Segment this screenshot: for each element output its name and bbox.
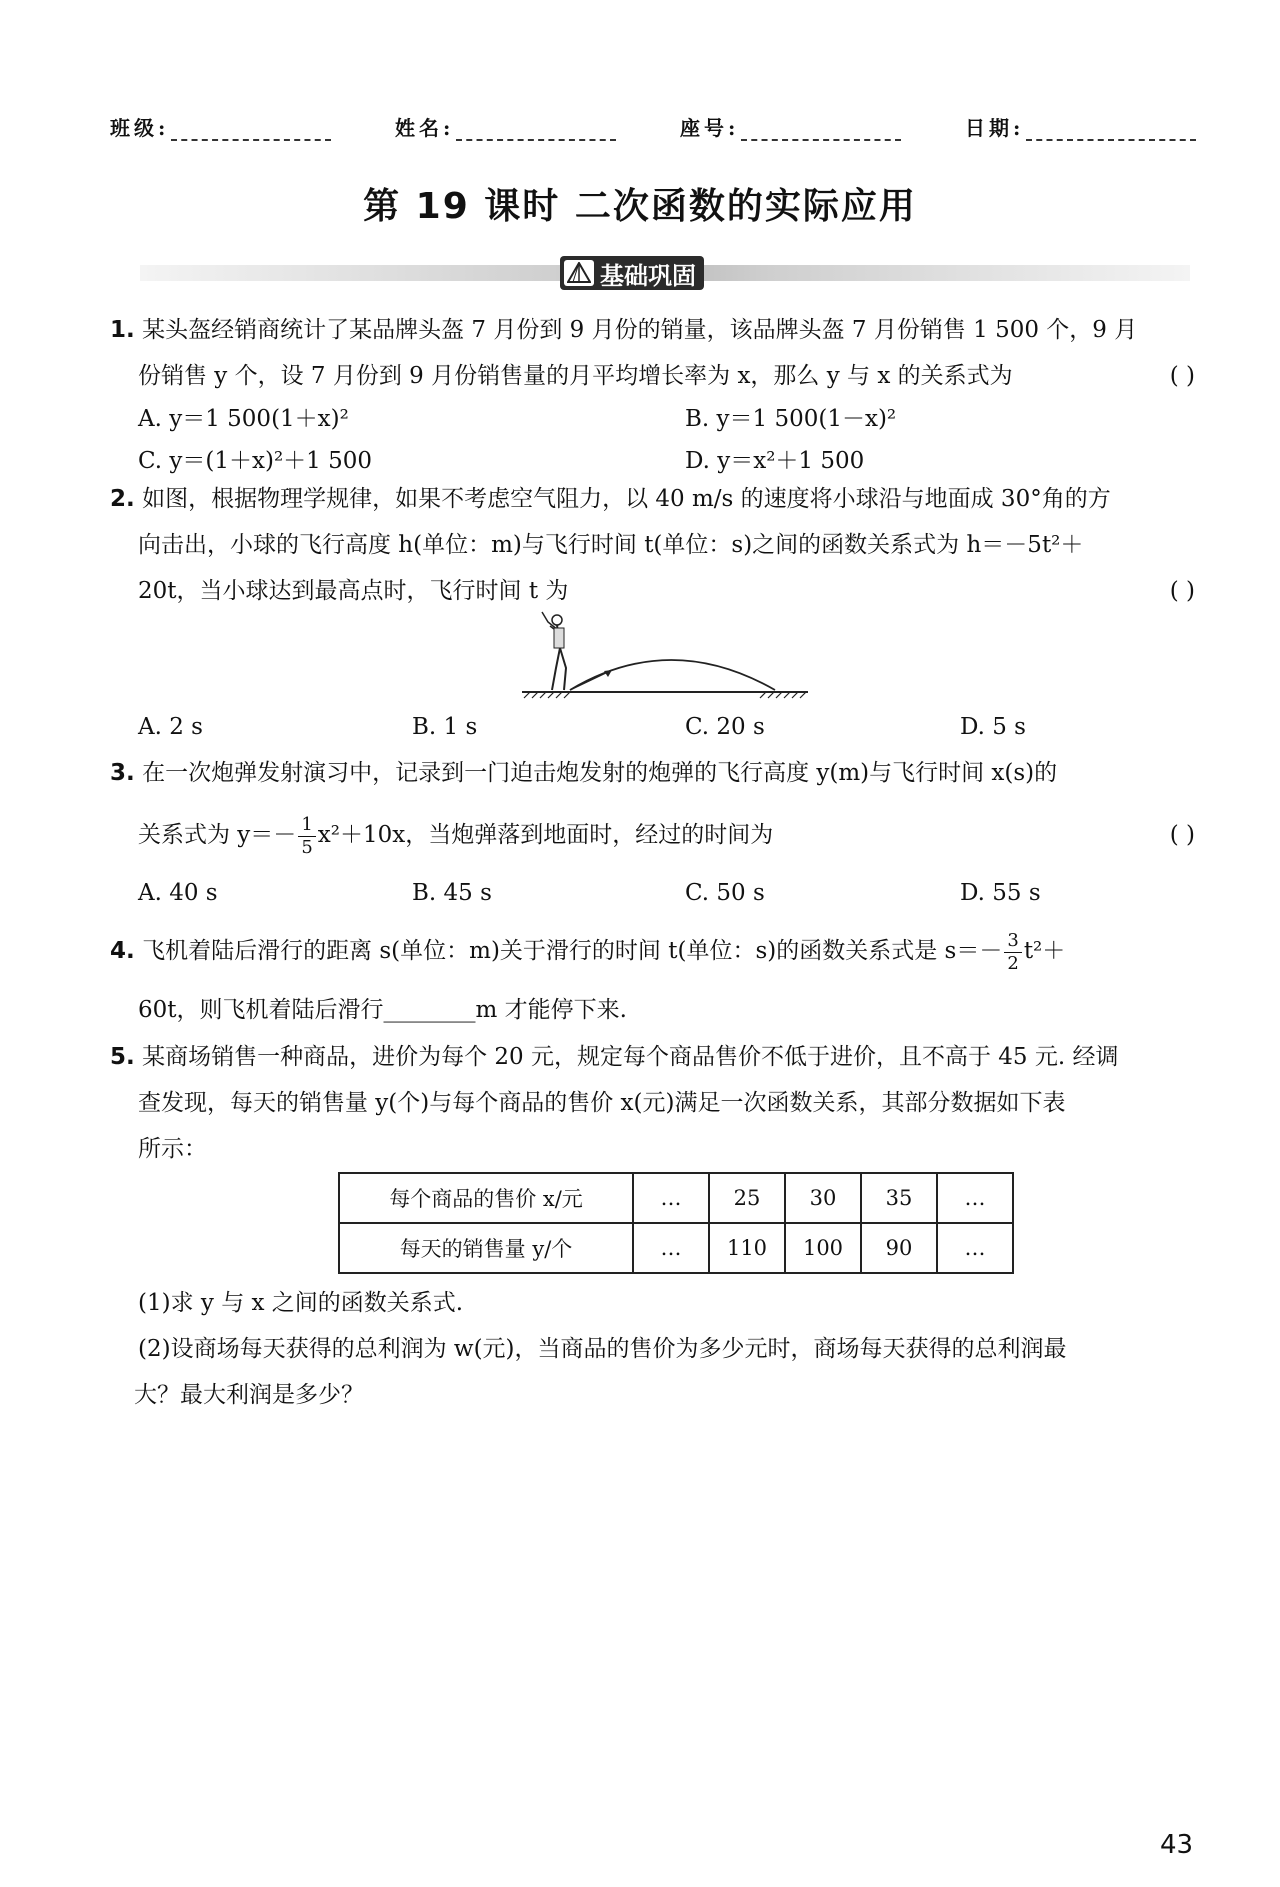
q2-option-c[interactable]: C. 20 s: [685, 714, 765, 740]
q2-option-a[interactable]: A. 2 s: [138, 714, 203, 740]
fraction: [1004, 930, 1021, 975]
q2-option-d[interactable]: D. 5 s: [960, 714, 1026, 740]
answer-paren[interactable]: ( ): [1169, 578, 1195, 604]
table-row: [339, 1223, 1013, 1273]
table-cell: 100: [785, 1223, 861, 1273]
q3-option-d[interactable]: D. 55 s: [960, 880, 1041, 906]
table-cell: 每天的销售量 y/个: [339, 1223, 633, 1273]
question-5: [110, 1034, 1195, 1172]
q4-line1-a: 飞机着陆后滑行的距离 s(单位：m)关于滑行的时间 t(单位：s)的函数关系式是 s＝－: [142, 938, 1003, 964]
question-3: [110, 750, 1195, 859]
q2-line2: 向击出，小球的飞行高度 h(单位：m)与飞行时间 t(单位：s)之间的函数关系式为 h＝－5t²＋: [138, 532, 1084, 558]
table-row: [339, 1173, 1013, 1223]
table-cell: …: [633, 1223, 709, 1273]
class-field: [110, 112, 331, 141]
question-number: 3.: [110, 760, 135, 786]
q4-line1-b: t²＋: [1023, 938, 1066, 964]
table-cell: 25: [709, 1173, 785, 1223]
table-cell: 30: [785, 1173, 861, 1223]
q5-sub2-line2: 大？最大利润是多少？: [134, 1382, 364, 1408]
q1-option-d[interactable]: D. y＝x²＋1 500: [685, 448, 865, 474]
date-blank[interactable]: [1026, 121, 1196, 141]
q2-line1: 如图，根据物理学规律，如果不考虑空气阻力，以 40 m/s 的速度将小球沿与地面成 30°角的方: [142, 486, 1111, 512]
golfer-figure: [520, 610, 810, 700]
question-number: 2.: [110, 486, 135, 512]
pyramid-icon: [564, 260, 594, 286]
q3-option-b[interactable]: B. 45 s: [412, 880, 492, 906]
fraction-numerator: 1: [298, 814, 315, 837]
question-1: [110, 307, 1195, 399]
class-label: 班级:: [110, 116, 170, 140]
section-tag: [560, 256, 704, 290]
fraction-denominator: 5: [301, 836, 313, 858]
table-cell: 每个商品的售价 x/元: [339, 1173, 633, 1223]
q1-option-c[interactable]: C. y＝(1＋x)²＋1 500: [138, 448, 373, 474]
table-cell: …: [937, 1223, 1013, 1273]
q5-sub2-line1: (2)设商场每天获得的总利润为 w(元)，当商品的售价为多少元时，商场每天获得的总利润最: [138, 1336, 1067, 1362]
question-4: [110, 928, 1195, 1033]
section-label: 基础巩固: [600, 261, 696, 290]
q2-option-b[interactable]: B. 1 s: [412, 714, 478, 740]
seat-blank[interactable]: [741, 121, 901, 141]
q5-line3: 所示：: [138, 1136, 207, 1162]
page-title: 第 19 课时 二次函数的实际应用: [363, 186, 917, 227]
q1-option-a[interactable]: A. y＝1 500(1＋x)²: [138, 406, 349, 432]
table-cell: …: [937, 1173, 1013, 1223]
name-blank[interactable]: [456, 121, 616, 141]
table-cell: 35: [861, 1173, 937, 1223]
q3-line2-b: x²＋10x，当炮弹落到地面时，经过的时间为: [317, 822, 774, 848]
table-cell: …: [633, 1173, 709, 1223]
class-blank[interactable]: [171, 121, 331, 141]
q5-line2: 查发现，每天的销售量 y(个)与每个商品的售价 x(元)满足一次函数关系，其部分数据如下表: [138, 1090, 1066, 1116]
seat-field: [680, 112, 901, 141]
answer-paren[interactable]: ( ): [1169, 363, 1195, 389]
q1-line2: 份销售 y 个，设 7 月份到 9 月份销售量的月平均增长率为 x，那么 y 与 x 的关系式为: [138, 363, 1013, 389]
fraction-numerator: 3: [1004, 930, 1021, 953]
question-number: 1.: [110, 317, 135, 343]
fraction: [298, 814, 315, 859]
date-label: 日期:: [965, 116, 1025, 140]
table-cell: 90: [861, 1223, 937, 1273]
q5-line1: 某商场销售一种商品，进价为每个 20 元，规定每个商品售价不低于进价，且不高于 45 元. 经调: [142, 1044, 1119, 1070]
q3-line1: 在一次炮弹发射演习中，记录到一门迫击炮发射的炮弹的飞行高度 y(m)与飞行时间 x(s)的: [142, 760, 1058, 786]
fraction-denominator: 2: [1007, 952, 1019, 974]
q5-subquestions: [134, 1280, 1195, 1418]
answer-paren[interactable]: ( ): [1169, 822, 1195, 848]
table-cell: 110: [709, 1223, 785, 1273]
q4-line2: 60t，则飞机着陆后滑行________m 才能停下来.: [138, 996, 627, 1023]
question-number: 5.: [110, 1044, 135, 1070]
data-table: [338, 1172, 1014, 1274]
q3-option-c[interactable]: C. 50 s: [685, 880, 765, 906]
name-field: [395, 112, 616, 141]
question-2: [110, 476, 1195, 614]
q2-line3: 20t，当小球达到最高点时，飞行时间 t 为: [138, 578, 569, 604]
q3-option-a[interactable]: A. 40 s: [138, 880, 218, 906]
q1-line1: 某头盔经销商统计了某品牌头盔 7 月份到 9 月份的销量，该品牌头盔 7 月份销售 1 500 个，9 月: [142, 317, 1138, 343]
q5-sub1: (1)求 y 与 x 之间的函数关系式.: [138, 1290, 464, 1316]
q1-option-b[interactable]: B. y＝1 500(1－x)²: [685, 406, 897, 432]
page-number: 43: [1160, 1830, 1194, 1860]
date-field: [965, 112, 1196, 141]
name-label: 姓名:: [395, 116, 455, 140]
question-number: 4.: [110, 938, 135, 964]
seat-label: 座号:: [680, 116, 740, 140]
q3-line2-a: 关系式为 y＝－: [138, 822, 297, 848]
